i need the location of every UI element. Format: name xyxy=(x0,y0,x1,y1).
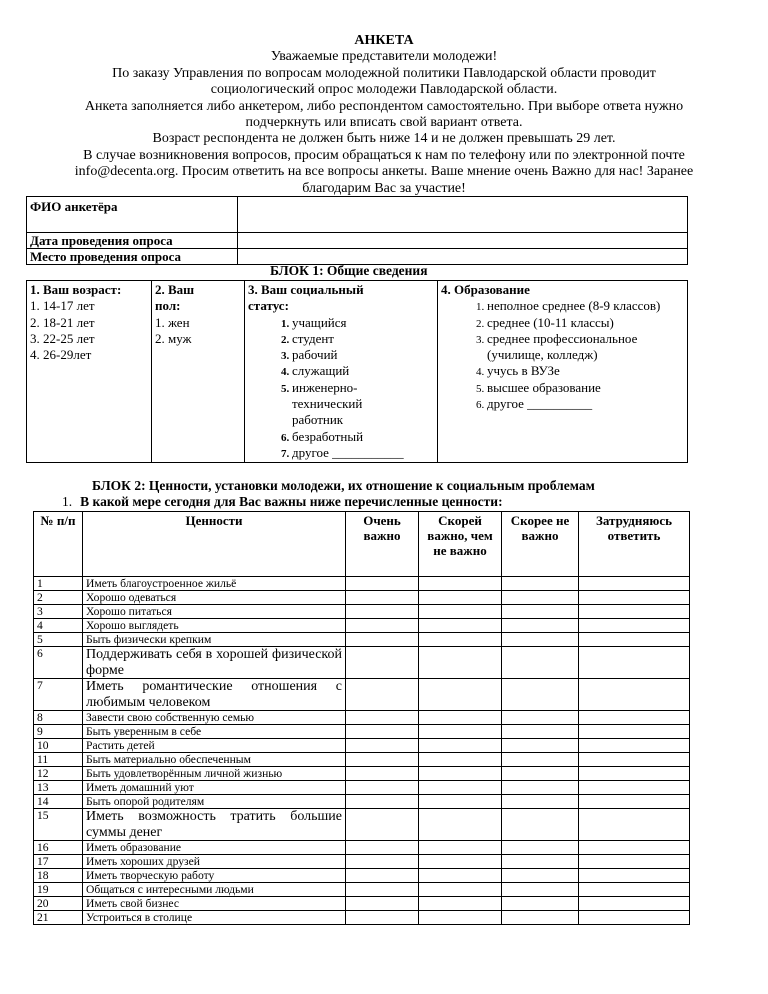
value-label: Поддерживать себя в хорошей физической форме xyxy=(83,647,346,679)
rather-important-cell[interactable] xyxy=(419,855,502,869)
education-option[interactable]: 1. неполное среднее (8-9 классов) xyxy=(487,298,684,314)
value-label: Быть материально обеспеченным xyxy=(83,753,346,767)
row-number: 2 xyxy=(34,591,83,605)
row-number: 16 xyxy=(34,841,83,855)
status-option[interactable]: 2. студент xyxy=(292,331,434,347)
values-table-body xyxy=(34,577,690,925)
row-number: 17 xyxy=(34,855,83,869)
rather-important-cell[interactable] xyxy=(419,781,502,795)
very-important-cell[interactable] xyxy=(346,869,419,883)
value-label: Иметь свой бизнес xyxy=(83,897,346,911)
very-important-cell[interactable] xyxy=(346,841,419,855)
very-important-cell[interactable] xyxy=(346,591,419,605)
rather-not-important-cell[interactable] xyxy=(502,781,579,795)
rather-important-cell[interactable] xyxy=(419,795,502,809)
value-label: Быть уверенным в себе xyxy=(83,725,346,739)
status-option[interactable]: 5. инженерно-технический работник xyxy=(292,380,392,429)
rather-not-important-cell[interactable] xyxy=(502,605,579,619)
rather-important-cell[interactable] xyxy=(419,647,502,679)
table-row xyxy=(34,781,690,795)
very-important-cell[interactable] xyxy=(346,619,419,633)
status-option[interactable]: 1. учащийся xyxy=(292,315,434,331)
value-label: Иметь благоустроенное жильё xyxy=(83,577,346,591)
very-important-cell[interactable] xyxy=(346,767,419,781)
rather-not-important-cell[interactable] xyxy=(502,767,579,781)
question-1 xyxy=(62,494,503,510)
very-important-cell[interactable] xyxy=(346,781,419,795)
rather-important-cell[interactable] xyxy=(419,619,502,633)
hard-to-answer-cell[interactable] xyxy=(579,605,690,619)
hard-to-answer-cell[interactable] xyxy=(579,855,690,869)
very-important-cell[interactable] xyxy=(346,739,419,753)
row-number: 10 xyxy=(34,739,83,753)
survey-place-label: Место проведения опроса xyxy=(27,249,238,265)
education-options xyxy=(441,298,684,412)
value-label: Иметь образование xyxy=(83,841,346,855)
gender-option[interactable]: 1. жен xyxy=(155,314,190,330)
rather-not-important-cell[interactable] xyxy=(502,869,579,883)
rather-not-important-cell[interactable] xyxy=(502,855,579,869)
table-row xyxy=(34,577,690,591)
intro-line: подчеркнуть или вписать свой вариант ответа. xyxy=(245,115,523,131)
hard-to-answer-cell[interactable] xyxy=(579,795,690,809)
very-important-cell[interactable] xyxy=(346,711,419,725)
row-number: 4 xyxy=(34,619,83,633)
rather-important-cell[interactable] xyxy=(419,753,502,767)
row-number: 14 xyxy=(34,795,83,809)
hard-to-answer-cell[interactable] xyxy=(579,647,690,679)
intro-line: Возраст респондента не должен быть ниже 14 и не должен превышать 29 лет. xyxy=(152,131,616,147)
very-important-cell[interactable] xyxy=(346,725,419,739)
col-very-important-header: Очень важно xyxy=(346,512,419,577)
age-cell xyxy=(27,281,152,463)
rather-not-important-cell[interactable] xyxy=(502,647,579,679)
value-label: Растить детей xyxy=(83,739,346,753)
hard-to-answer-cell[interactable] xyxy=(579,883,690,897)
gender-question-cont: пол: xyxy=(155,298,181,314)
age-option[interactable]: 3. 22-25 лет xyxy=(30,330,95,346)
table-row xyxy=(34,739,690,753)
rather-not-important-cell[interactable] xyxy=(502,619,579,633)
intro-line: благодарим Вас за участие! xyxy=(302,180,466,196)
hard-to-answer-cell[interactable] xyxy=(579,591,690,605)
status-option[interactable]: 4. служащий xyxy=(292,363,434,379)
row-number: 13 xyxy=(34,781,83,795)
value-label: Быть физически крепким xyxy=(83,633,346,647)
very-important-cell[interactable] xyxy=(346,633,419,647)
very-important-cell[interactable] xyxy=(346,795,419,809)
question-number: 1. xyxy=(62,494,73,509)
value-label: Иметь романтические отношения с любимым человеком xyxy=(83,679,346,711)
rather-not-important-cell[interactable] xyxy=(502,633,579,647)
rather-important-cell[interactable] xyxy=(419,911,502,925)
table-row xyxy=(34,605,690,619)
education-option[interactable]: 4. учусь в ВУЗе xyxy=(487,363,684,379)
rather-important-cell[interactable] xyxy=(419,841,502,855)
value-label: Быть опорой родителям xyxy=(83,795,346,809)
hard-to-answer-cell[interactable] xyxy=(579,781,690,795)
value-label: Иметь хороших друзей xyxy=(83,855,346,869)
rather-not-important-cell[interactable] xyxy=(502,795,579,809)
status-option[interactable]: 6. безработный xyxy=(292,429,434,445)
gender-cell xyxy=(152,281,245,463)
row-number: 21 xyxy=(34,911,83,925)
hard-to-answer-cell[interactable] xyxy=(579,911,690,925)
hard-to-answer-cell[interactable] xyxy=(579,753,690,767)
intro-line: Анкета заполняется либо анкетером, либо респондентом самостоятельно. При выборе ответа нужно xyxy=(84,98,684,114)
education-option[interactable]: 5. высшее образование xyxy=(487,380,684,396)
status-question: 3. Ваш социальный xyxy=(248,282,364,297)
value-label: Хорошо выглядеть xyxy=(83,619,346,633)
hard-to-answer-cell[interactable] xyxy=(579,619,690,633)
very-important-cell[interactable] xyxy=(346,647,419,679)
value-label: Устроиться в столице xyxy=(83,911,346,925)
row-number: 5 xyxy=(34,633,83,647)
row-number: 19 xyxy=(34,883,83,897)
row-number: 7 xyxy=(34,679,83,711)
row-number: 20 xyxy=(34,897,83,911)
table-row xyxy=(34,591,690,605)
table-row xyxy=(34,795,690,809)
rather-not-important-cell[interactable] xyxy=(502,577,579,591)
hard-to-answer-cell[interactable] xyxy=(579,841,690,855)
table-row xyxy=(34,679,690,711)
intro-line: info@decenta.org. Просим ответить на все вопросы анкеты. Ваше мнение очень Важно для нас! Заранее xyxy=(74,164,694,180)
gender-option[interactable]: 2. муж xyxy=(155,330,192,346)
rather-important-cell[interactable] xyxy=(419,605,502,619)
very-important-cell[interactable] xyxy=(346,605,419,619)
rather-important-cell[interactable] xyxy=(419,725,502,739)
age-question: 1. Ваш возраст: xyxy=(30,282,122,297)
rather-important-cell[interactable] xyxy=(419,767,502,781)
col-number-header: № п/п xyxy=(34,512,83,577)
gender-question: 2. Ваш xyxy=(155,282,195,297)
values-table xyxy=(33,511,690,925)
intro-line: По заказу Управления по вопросам молодежной политики Павлодарской области проводит xyxy=(112,65,656,81)
age-option[interactable]: 2. 18-21 лет xyxy=(30,314,95,330)
rather-important-cell[interactable] xyxy=(419,577,502,591)
interview-info-table xyxy=(26,196,688,265)
rather-not-important-cell[interactable] xyxy=(502,897,579,911)
education-question: 4. Образование xyxy=(441,282,530,297)
rather-important-cell[interactable] xyxy=(419,809,502,841)
block2-title: БЛОК 2: Ценности, установки молодежи, их отношение к социальным проблемам xyxy=(92,478,595,493)
very-important-cell[interactable] xyxy=(346,577,419,591)
rather-not-important-cell[interactable] xyxy=(502,809,579,841)
social-status-cell xyxy=(245,281,438,463)
rather-not-important-cell[interactable] xyxy=(502,739,579,753)
intro-line: социологический опрос молодежи Павлодарской области. xyxy=(210,82,558,98)
rather-important-cell[interactable] xyxy=(419,711,502,725)
very-important-cell[interactable] xyxy=(346,809,419,841)
hard-to-answer-cell[interactable] xyxy=(579,897,690,911)
intro-line: Уважаемые представители молодежи! xyxy=(270,49,498,65)
very-important-cell[interactable] xyxy=(346,911,419,925)
age-option[interactable]: 4. 26-29лет xyxy=(30,347,92,363)
very-important-cell[interactable] xyxy=(346,883,419,897)
hard-to-answer-cell[interactable] xyxy=(579,725,690,739)
rather-important-cell[interactable] xyxy=(419,897,502,911)
hard-to-answer-cell[interactable] xyxy=(579,577,690,591)
intro-header xyxy=(14,33,754,197)
table-row xyxy=(34,869,690,883)
page-title: АНКЕТА xyxy=(354,33,414,48)
education-option[interactable]: 6. другое __________ xyxy=(487,396,684,412)
row-number: 3 xyxy=(34,605,83,619)
general-info-table xyxy=(26,280,688,463)
hard-to-answer-cell[interactable] xyxy=(579,869,690,883)
table-row xyxy=(34,841,690,855)
rather-not-important-cell[interactable] xyxy=(502,679,579,711)
survey-date-field[interactable] xyxy=(238,233,688,249)
rather-important-cell[interactable] xyxy=(419,739,502,753)
row-number: 15 xyxy=(34,809,83,841)
status-option[interactable]: 3. рабочий xyxy=(292,347,434,363)
rather-important-cell[interactable] xyxy=(419,591,502,605)
rather-important-cell[interactable] xyxy=(419,633,502,647)
hard-to-answer-cell[interactable] xyxy=(579,711,690,725)
rather-not-important-cell[interactable] xyxy=(502,911,579,925)
col-rather-important-header: Скорей важно, чем не важно xyxy=(419,512,502,577)
rather-important-cell[interactable] xyxy=(419,679,502,711)
age-option[interactable]: 1. 14-17 лет xyxy=(30,298,95,314)
hard-to-answer-cell[interactable] xyxy=(579,739,690,753)
table-row xyxy=(34,711,690,725)
value-label: Иметь возможность тратить большие суммы денег xyxy=(83,809,346,841)
col-values-header: Ценности xyxy=(83,512,346,577)
education-option[interactable]: 2. среднее (10-11 классы) xyxy=(487,315,684,331)
rather-not-important-cell[interactable] xyxy=(502,883,579,897)
row-number: 18 xyxy=(34,869,83,883)
status-question-cont: статус: xyxy=(248,298,289,314)
row-number: 6 xyxy=(34,647,83,679)
table-row xyxy=(34,725,690,739)
rather-not-important-cell[interactable] xyxy=(502,725,579,739)
row-number: 9 xyxy=(34,725,83,739)
education-option[interactable]: 3. среднее профессиональное (училище, колледж) xyxy=(487,331,684,364)
status-options xyxy=(248,315,434,462)
interviewer-name-label: ФИО анкетёра xyxy=(27,197,238,233)
very-important-cell[interactable] xyxy=(346,753,419,767)
table-row xyxy=(34,809,690,841)
hard-to-answer-cell[interactable] xyxy=(579,767,690,781)
row-number: 1 xyxy=(34,577,83,591)
value-label: Хорошо питаться xyxy=(83,605,346,619)
very-important-cell[interactable] xyxy=(346,679,419,711)
rather-not-important-cell[interactable] xyxy=(502,753,579,767)
value-label: Иметь творческую работу xyxy=(83,869,346,883)
question-text: В какой мере сегодня для Вас важны ниже перечисленные ценности: xyxy=(80,494,503,509)
rather-important-cell[interactable] xyxy=(419,869,502,883)
table-row xyxy=(34,855,690,869)
rather-not-important-cell[interactable] xyxy=(502,591,579,605)
table-row xyxy=(34,911,690,925)
table-row xyxy=(34,647,690,679)
rather-not-important-cell[interactable] xyxy=(502,711,579,725)
value-label: Завести свою собственную семью xyxy=(83,711,346,725)
table-row xyxy=(34,883,690,897)
rather-not-important-cell[interactable] xyxy=(502,841,579,855)
very-important-cell[interactable] xyxy=(346,855,419,869)
col-hard-to-answer-header: Затрудняюсь ответить xyxy=(579,512,690,577)
row-number: 8 xyxy=(34,711,83,725)
value-label: Иметь домашний уют xyxy=(83,781,346,795)
table-row xyxy=(34,897,690,911)
col-rather-not-important-header: Скорее не важно xyxy=(502,512,579,577)
education-cell xyxy=(438,281,688,463)
row-number: 11 xyxy=(34,753,83,767)
survey-date-label: Дата проведения опроса xyxy=(27,233,238,249)
value-label: Хорошо одеваться xyxy=(83,591,346,605)
status-option[interactable]: 7. другое ___________ xyxy=(292,445,434,461)
table-row xyxy=(34,767,690,781)
table-row xyxy=(34,753,690,767)
rather-important-cell[interactable] xyxy=(419,883,502,897)
hard-to-answer-cell[interactable] xyxy=(579,633,690,647)
value-label: Общаться с интересными людьми xyxy=(83,883,346,897)
value-label: Быть удовлетворённым личной жизнью xyxy=(83,767,346,781)
table-row xyxy=(34,619,690,633)
intro-line: В случае возникновения вопросов, просим обращаться к нам по телефону или по электронной почте xyxy=(83,147,685,163)
table-row xyxy=(34,633,690,647)
hard-to-answer-cell[interactable] xyxy=(579,809,690,841)
hard-to-answer-cell[interactable] xyxy=(579,679,690,711)
interviewer-name-field[interactable] xyxy=(238,197,688,233)
very-important-cell[interactable] xyxy=(346,897,419,911)
row-number: 12 xyxy=(34,767,83,781)
block1-title: БЛОК 1: Общие сведения xyxy=(270,263,428,278)
